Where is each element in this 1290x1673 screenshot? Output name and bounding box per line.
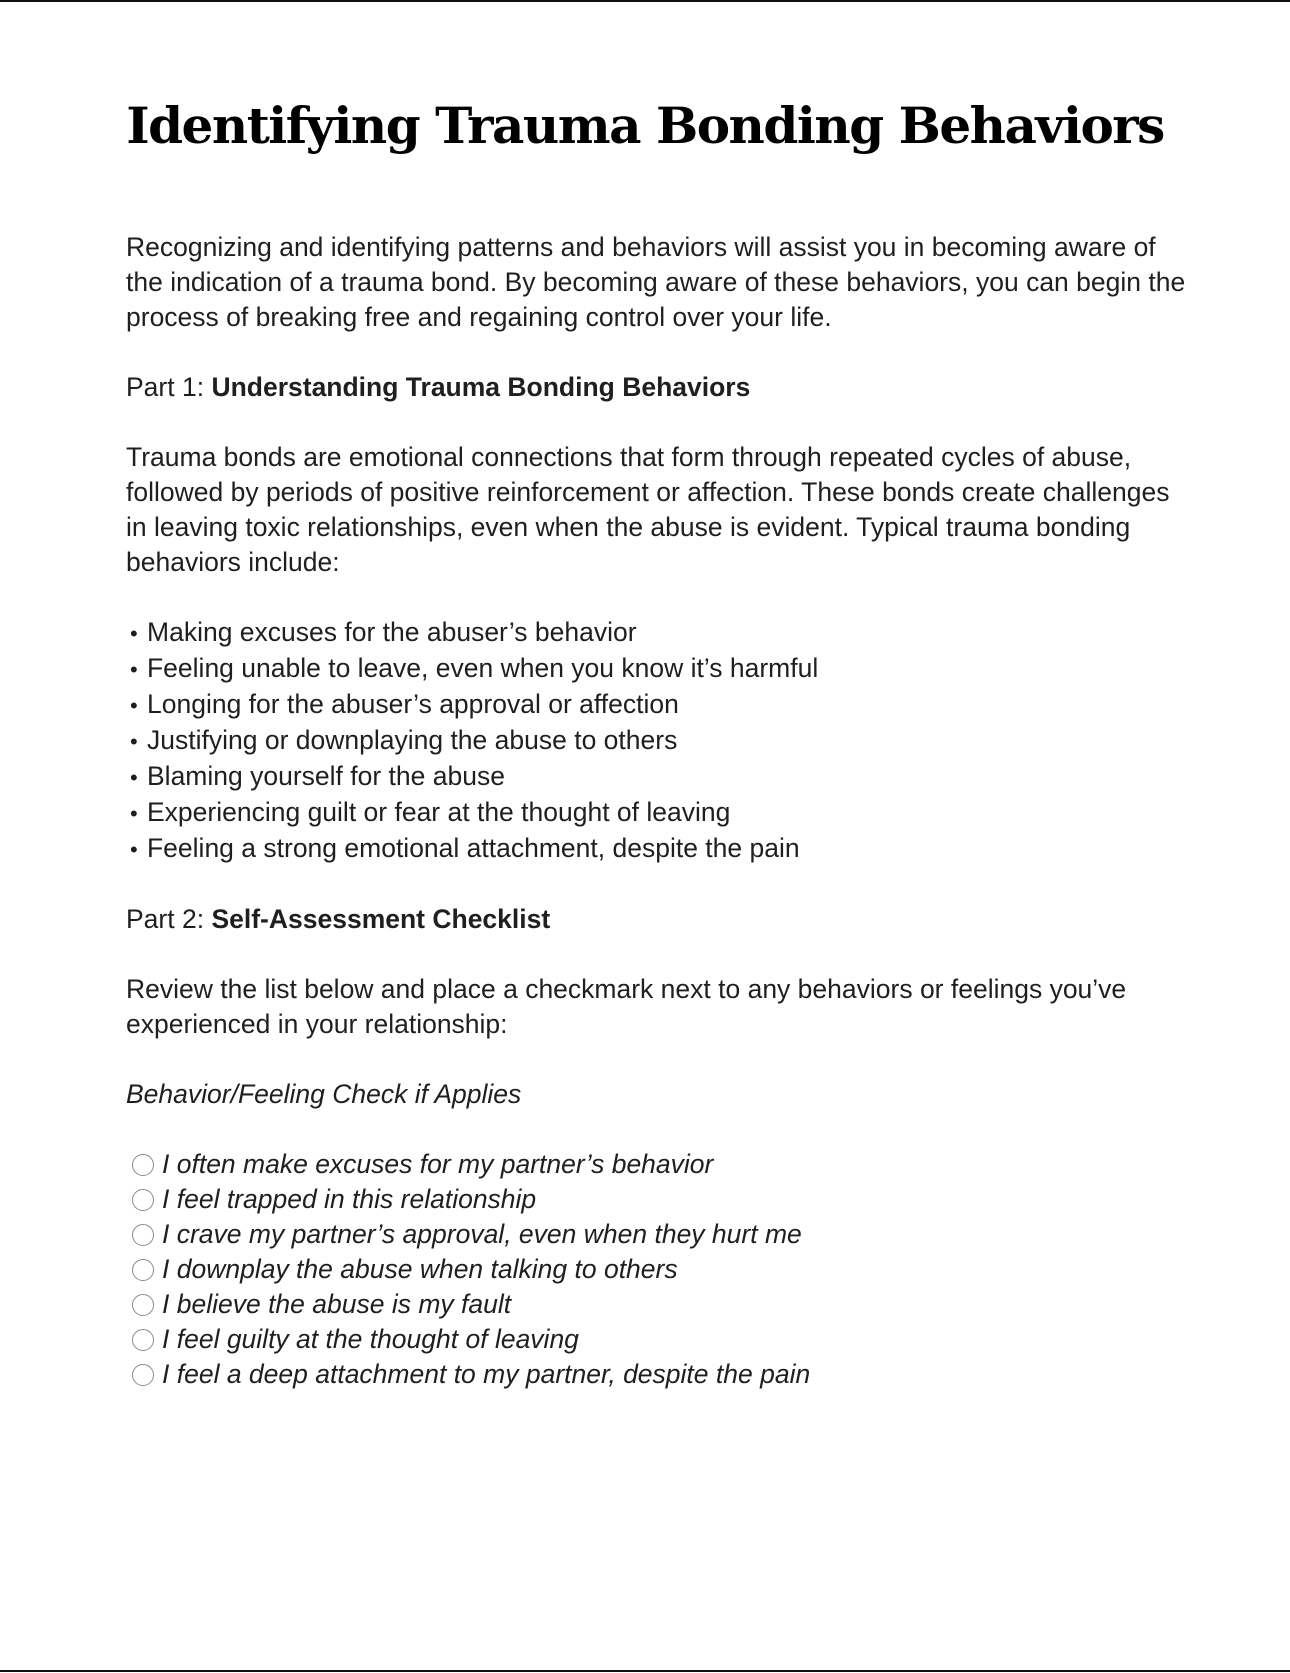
top-border — [0, 0, 1290, 2]
part2-title: Self-Assessment Checklist — [211, 904, 551, 934]
checklist-item-label: I feel guilty at the thought of leaving — [162, 1324, 579, 1354]
behavior-bullet-list — [126, 615, 1186, 867]
checkbox-circle[interactable] — [132, 1364, 154, 1386]
page-title: Identifying Trauma Bonding Behaviors — [126, 96, 1164, 155]
part2-paragraph: Review the list below and place a checkmark next to any behaviors or feelings you’ve experienced in your relationship: — [126, 974, 1127, 1039]
part2-heading — [126, 902, 1186, 937]
checklist-item[interactable] — [126, 1287, 1186, 1322]
bullet-item: • Blaming yourself for the abuse — [130, 759, 1186, 795]
worksheet-body — [126, 230, 1186, 1392]
checklist-item-label: I often make excuses for my partner’s behavior — [162, 1149, 714, 1179]
intro-paragraph: Recognizing and identifying patterns and behaviors will assist you in becoming aware of the indication of a trauma bond. By becoming aware of these behaviors, you can begin the process of breaking free and regaining control over your life. — [126, 232, 1186, 332]
checklist-item-label: I crave my partner’s approval, even when they hurt me — [162, 1219, 802, 1249]
self-assessment-checklist — [126, 1147, 1186, 1392]
part2-prefix: Part 2: — [126, 904, 212, 934]
part1-prefix: Part 1: — [126, 372, 212, 402]
checkbox-circle[interactable] — [132, 1259, 154, 1281]
checklist-item[interactable] — [126, 1252, 1186, 1287]
part1-heading — [126, 370, 1186, 405]
checklist-item[interactable] — [126, 1217, 1186, 1252]
checkbox-circle[interactable] — [132, 1329, 154, 1351]
checklist-item[interactable] — [126, 1357, 1186, 1392]
checkbox-circle[interactable] — [132, 1154, 154, 1176]
checkbox-circle[interactable] — [132, 1294, 154, 1316]
bullet-item: • Longing for the abuser’s approval or affection — [130, 687, 1186, 723]
bullet-item: • Feeling unable to leave, even when you know it’s harmful — [130, 651, 1186, 687]
bullet-item: • Justifying or downplaying the abuse to others — [130, 723, 1186, 759]
checklist-item[interactable] — [126, 1182, 1186, 1217]
bullet-item: • Feeling a strong emotional attachment, despite the pain — [130, 831, 1186, 867]
checklist-item[interactable] — [126, 1147, 1186, 1182]
bullet-item: • Making excuses for the abuser’s behavior — [130, 615, 1186, 651]
checklist-item-label: I feel a deep attachment to my partner, despite the pain — [162, 1359, 811, 1389]
bullet-item: • Experiencing guilt or fear at the thought of leaving — [130, 795, 1186, 831]
bottom-border — [0, 1670, 1290, 1672]
checklist-item-label: I believe the abuse is my fault — [162, 1289, 512, 1319]
checklist-item[interactable] — [126, 1322, 1186, 1357]
part1-title: Understanding Trauma Bonding Behaviors — [211, 372, 751, 402]
checkbox-circle[interactable] — [132, 1189, 154, 1211]
part1-paragraph: Trauma bonds are emotional connections that form through repeated cycles of abuse, followed by periods of positive reinforcement or affection. These bonds create challenges in leaving toxic relationships, even when the abuse is evident. Typical trauma bonding behaviors include: — [126, 442, 1170, 577]
checklist-item-label: I feel trapped in this relationship — [162, 1184, 537, 1214]
checkbox-circle[interactable] — [132, 1224, 154, 1246]
checklist-header: Behavior/Feeling Check if Applies — [126, 1079, 522, 1109]
checklist-item-label: I downplay the abuse when talking to others — [162, 1254, 678, 1284]
